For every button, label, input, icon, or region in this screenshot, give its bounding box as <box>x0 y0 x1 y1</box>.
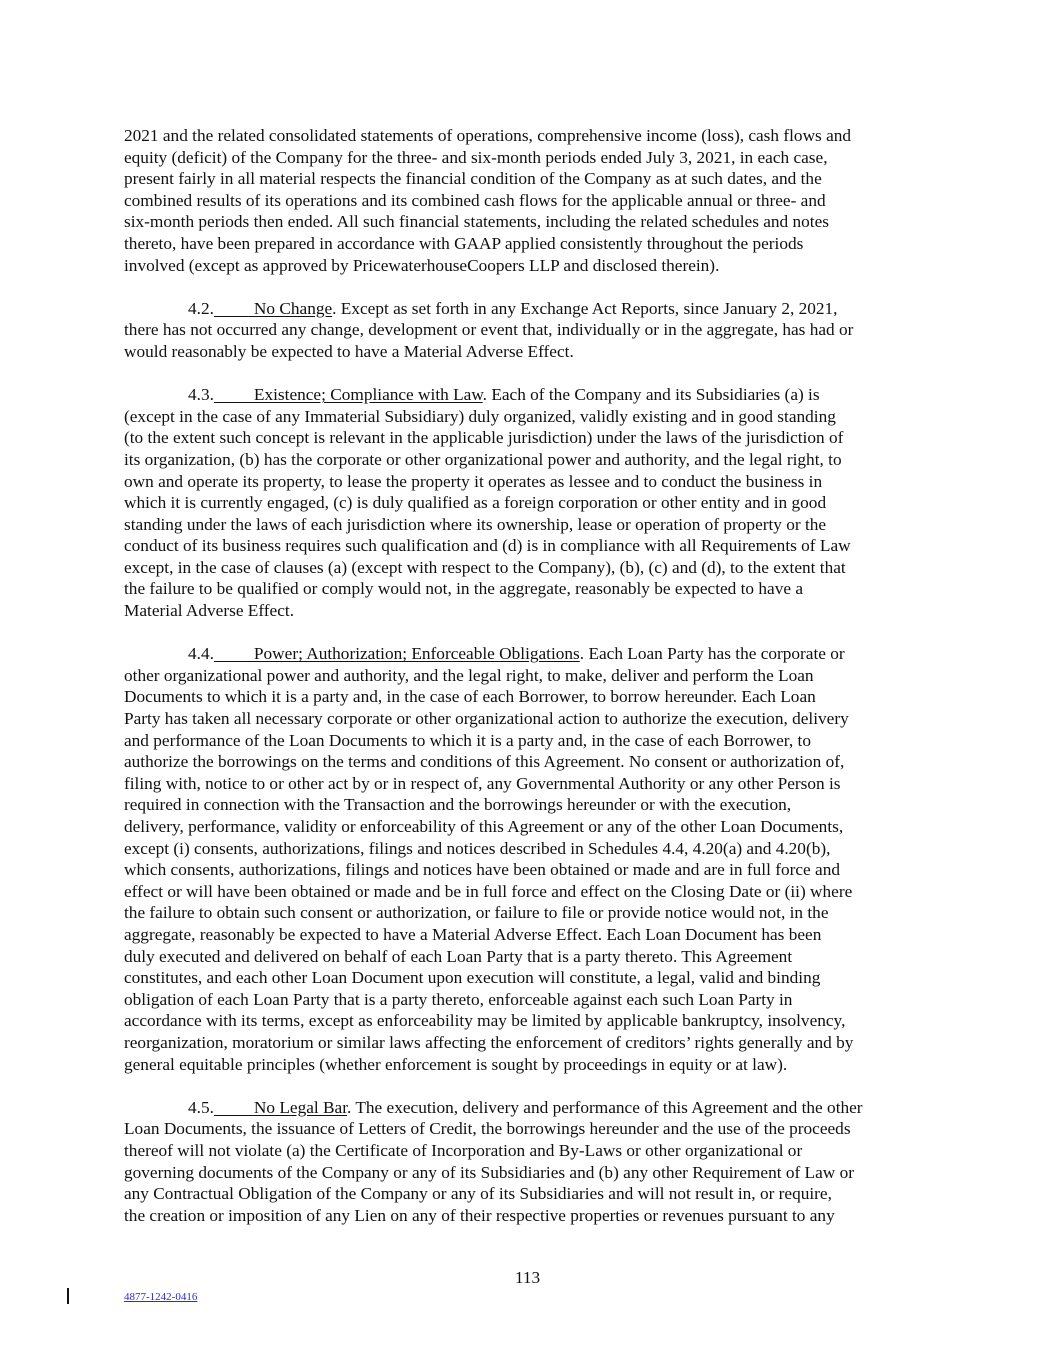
section-heading: Power; Authorization; Enforceable Obligations <box>253 644 580 664</box>
text-line: (to the extent such concept is relevant in the applicable jurisdiction) under the laws of the jurisdiction of <box>124 428 844 448</box>
text-line: duly executed and delivered on behalf of each Loan Party that is a party thereto. This Agreement <box>124 946 793 966</box>
text-line: there has not occurred any change, development or event that, individually or in the aggregate, has had or <box>124 320 854 340</box>
text-line: Documents to which it is a party and, in the case of each Borrower, to borrow hereunder. Each Loan <box>124 687 816 707</box>
section-number: 4.3. <box>188 385 214 405</box>
text-line: own and operate its property, to lease the property it operates as lessee and to conduct the business in <box>124 471 823 491</box>
text-line: the creation or imposition of any Lien on any of their respective properties or revenues pursuant to any <box>124 1205 835 1225</box>
text-line: except (i) consents, authorizations, filings and notices described in Schedules 4.4, 4.20(a) and 4.20(b), <box>124 838 831 858</box>
text-line: reorganization, moratorium or similar laws affecting the enforcement of creditors’ rights generally and by <box>124 1032 854 1052</box>
text-line: accordance with its terms, except as enforceability may be limited by applicable bankruptcy, insolvency, <box>124 1011 846 1031</box>
document-body <box>124 125 934 1248</box>
section-number: 4.4. <box>188 644 214 664</box>
text-line: which consents, authorizations, filings and notices have been obtained or made and are in full force and <box>124 860 840 880</box>
text-line: would reasonably be expected to have a Material Adverse Effect. <box>124 341 574 361</box>
text-line: authorize the borrowings on the terms and conditions of this Agreement. No consent or authorization of, <box>124 752 845 772</box>
text-line: general equitable principles (whether enforcement is sought by proceedings in equity or at law). <box>124 1054 788 1074</box>
paragraph-financial-statements <box>124 125 934 276</box>
text-line: aggregate, reasonably be expected to have a Material Adverse Effect. Each Loan Document has been <box>124 924 822 944</box>
text-line: standing under the laws of each jurisdiction where its ownership, lease or operation of property or the <box>124 514 827 534</box>
text-line: (except in the case of any Immaterial Subsidiary) duly organized, validly existing and in good standing <box>124 406 836 426</box>
section-text: . The execution, delivery and performance of this Agreement and the other <box>347 1097 863 1117</box>
text-line: combined results of its operations and its combined cash flows for the applicable annual or three- and <box>124 190 826 210</box>
text-line: the failure to obtain such consent or authorization, or failure to file or provide notice would not, in the <box>124 903 829 923</box>
revision-change-bar <box>67 1288 69 1304</box>
text-line: governing documents of the Company or any of its Subsidiaries and (b) any other Requirement of Law or <box>124 1162 854 1182</box>
text-line: delivery, performance, validity or enforceability of this Agreement or any of the other Loan Documents, <box>124 817 844 836</box>
section-number: 4.5. <box>188 1097 214 1117</box>
text-line: six-month periods then ended. All such financial statements, including the related schedules and notes <box>124 212 829 232</box>
text-line: Material Adverse Effect. <box>124 601 295 621</box>
text-line: involved (except as approved by PricewaterhouseCoopers LLP and disclosed therein). <box>124 255 720 275</box>
section-4-3 <box>124 384 934 622</box>
section-text: . Except as set forth in any Exchange Act Reports, since January 2, 2021, <box>332 298 838 318</box>
section-heading: No Change <box>253 298 333 318</box>
underline-tab <box>214 302 254 317</box>
section-4-5 <box>124 1097 934 1227</box>
text-line: constitutes, and each other Loan Document upon execution will constitute, a legal, valid and binding <box>124 968 821 988</box>
page-number: 113 <box>514 1268 541 1287</box>
text-line: present fairly in all material respects the financial condition of the Company as at such dates, and the <box>124 169 822 189</box>
underline-tab <box>214 1101 254 1116</box>
text-line: effect or will have been obtained or made and be in full force and effect on the Closing Date or (ii) where <box>124 881 853 901</box>
section-heading: Existence; Compliance with Law <box>253 385 483 405</box>
text-line: equity (deficit) of the Company for the three- and six-month periods ended July 3, 2021, in each case, <box>124 147 828 167</box>
section-4-2 <box>124 298 934 363</box>
text-line: any Contractual Obligation of the Company or any of its Subsidiaries and will not result in, or require, <box>124 1184 832 1204</box>
text-line: and performance of the Loan Documents to which it is a party and, in the case of each Borrower, to <box>124 730 811 750</box>
text-line: thereof will not violate (a) the Certificate of Incorporation and By-Laws or other organizational or <box>124 1140 803 1160</box>
underline-tab <box>214 388 254 403</box>
section-first-line <box>124 384 934 406</box>
section-number: 4.2. <box>188 298 214 318</box>
section-first-line <box>124 643 934 665</box>
text-line: 2021 and the related consolidated statements of operations, comprehensive income (loss), cash flows and <box>124 126 852 145</box>
text-line: obligation of each Loan Party that is a party thereto, enforceable against each such Loan Party in <box>124 989 793 1009</box>
text-line: the failure to be qualified or comply would not, in the aggregate, reasonably be expected to have a <box>124 579 803 599</box>
text-line: Party has taken all necessary corporate or other organizational action to authorize the execution, delivery <box>124 709 849 729</box>
text-line: which it is currently engaged, (c) is duly qualified as a foreign corporation or other entity and in good <box>124 493 827 513</box>
section-first-line <box>124 1097 934 1119</box>
section-4-4 <box>124 643 934 1075</box>
text-line: required in connection with the Transaction and the borrowings hereunder or with the execution, <box>124 795 792 815</box>
text-line: Loan Documents, the issuance of Letters of Credit, the borrowings hereunder and the use of the proceeds <box>124 1119 851 1139</box>
document-id-link[interactable]: 4877-1242-0416 <box>124 1291 198 1303</box>
section-heading: No Legal Bar <box>253 1097 348 1117</box>
text-line: conduct of its business requires such qualification and (d) is in compliance with all Requirements of Law <box>124 536 851 556</box>
text-line: thereto, have been prepared in accordance with GAAP applied consistently throughout the periods <box>124 233 804 253</box>
section-first-line <box>124 298 934 320</box>
underline-tab <box>214 647 254 662</box>
text-line: filing with, notice to or other act by or in respect of, any Governmental Authority or any other Person is <box>124 773 841 793</box>
text-line: other organizational power and authority, and the legal right, to make, deliver and perform the Loan <box>124 665 814 685</box>
text-line: except, in the case of clauses (a) (except with respect to the Company), (b), (c) and (d), to the extent that <box>124 557 846 577</box>
section-text: . Each Loan Party has the corporate or <box>579 644 845 664</box>
text-line: its organization, (b) has the corporate or other organizational power and authority, and the legal right, to <box>124 449 842 469</box>
section-text: . Each of the Company and its Subsidiaries (a) is <box>482 385 820 405</box>
